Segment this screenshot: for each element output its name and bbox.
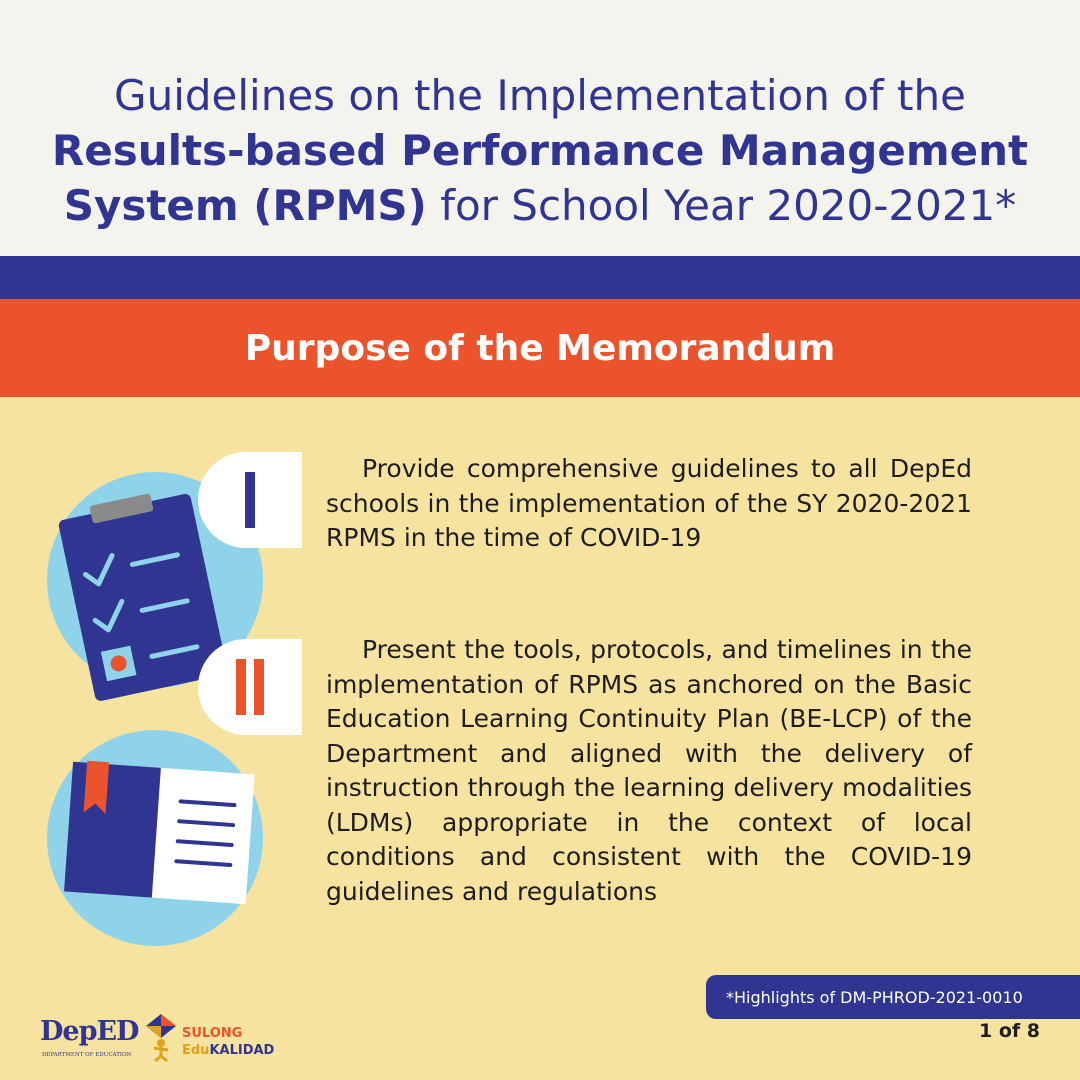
purpose-paragraph-1: Provide comprehensive guidelines to all DepEd schools in the implementation of the SY 2020-2021 RPMS in the time of COVID-19 — [326, 454, 972, 552]
sulong-edukalidad-logo — [142, 1012, 282, 1064]
numeral-tab-ii — [198, 639, 302, 735]
section-title: Purpose of the Memorandum — [244, 327, 836, 369]
roman-numeral-ii-icon-bar-1 — [236, 659, 246, 715]
title-line-1: Guidelines on the Implementation of the — [114, 71, 966, 120]
title-line-3-rest: for School Year 2020-2021* — [426, 181, 1017, 230]
book-icon — [47, 730, 263, 946]
deped-logo-subtitle: DEPARTMENT OF EDUCATION — [42, 1052, 132, 1058]
edukalidad-kalidad: KALIDAD — [209, 1043, 275, 1058]
footnote-badge: *Highlights of DM-PHROD-2021-0010 — [706, 975, 1080, 1019]
page-number: 1 of 8 — [979, 1020, 1040, 1042]
kite-figure-icon — [142, 1012, 180, 1062]
edukalidad-wordmark — [182, 1043, 274, 1058]
title-line-3-bold: System (RPMS) — [63, 181, 427, 230]
purpose-paragraph-2: Present the tools, protocols, and timelines in the implementation of RPMS as anchored on the Basic Education Learning Continuity Plan (BE-LCP) of the Department and aligned with the delivery of instruction through the learning delivery modalities (LDMs) appropriate in the context of local conditions and consistent with the COVID-19 guidelines and regulations — [326, 635, 972, 906]
roman-numeral-i-icon — [245, 472, 255, 528]
numeral-tab-i — [198, 452, 302, 548]
deped-logo-wordmark: DepED — [40, 1016, 139, 1047]
deped-logo — [40, 1016, 140, 1060]
edukalidad-edu: Edu — [182, 1043, 210, 1058]
sulong-wordmark: SULONG — [182, 1026, 243, 1041]
roman-numeral-ii-icon-bar-2 — [254, 659, 264, 715]
title-line-2: Results-based Performance Management — [51, 126, 1029, 175]
